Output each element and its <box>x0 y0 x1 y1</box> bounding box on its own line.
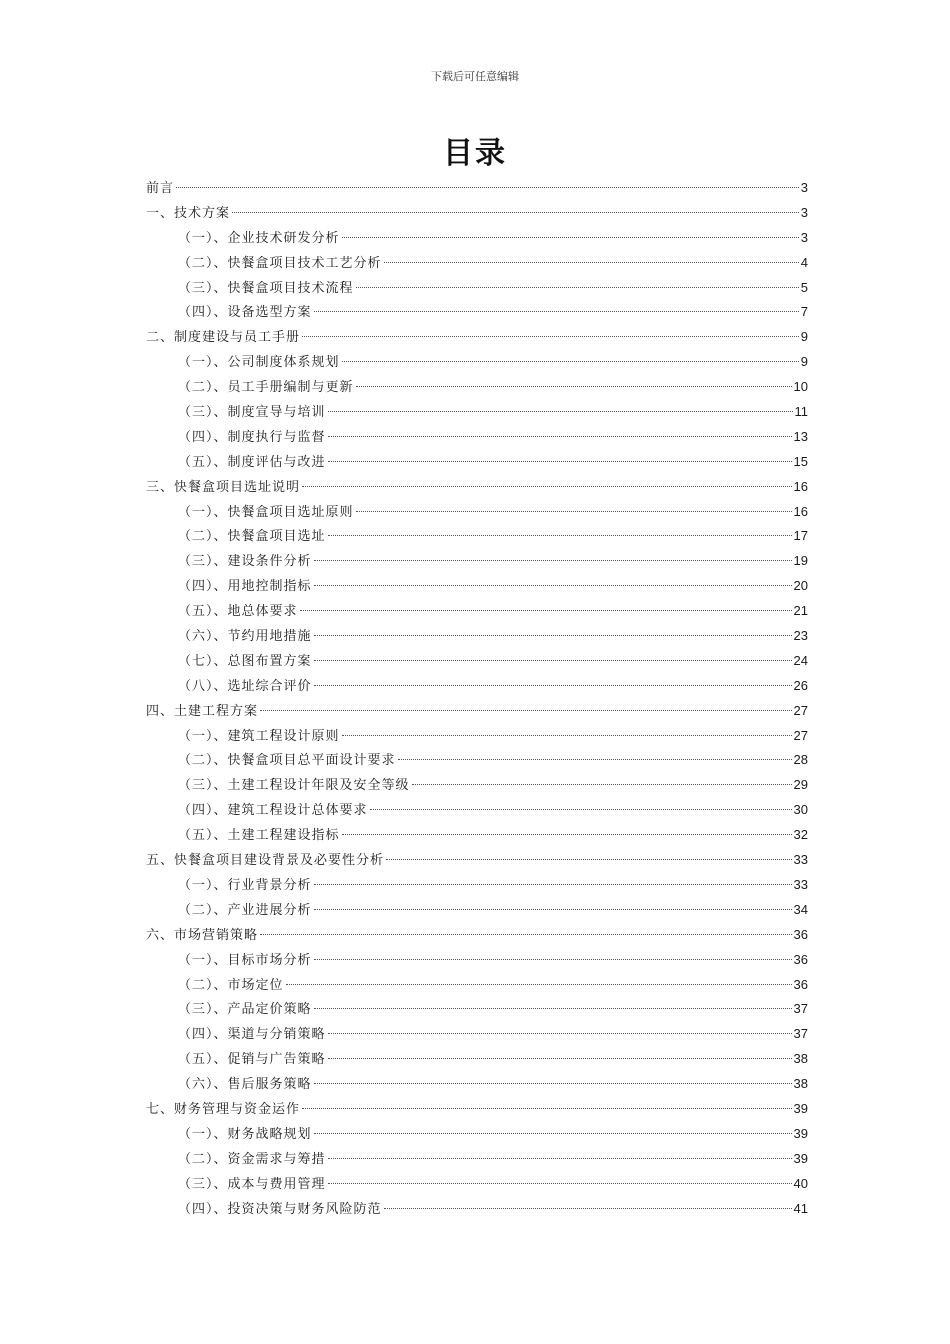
toc-entry[interactable] <box>146 923 808 948</box>
toc-entry-label: （五）、促销与广告策略 <box>178 1052 326 1068</box>
toc-entry-page: 27 <box>793 727 808 743</box>
toc-entry[interactable] <box>146 649 808 674</box>
toc-entry[interactable] <box>146 276 808 301</box>
toc-entry[interactable] <box>146 201 808 226</box>
toc-entry[interactable] <box>146 325 808 350</box>
toc-entry[interactable] <box>146 724 808 749</box>
toc-entry-label: （七）、总图布置方案 <box>178 653 312 669</box>
toc-entry-label: （一）、公司制度体系规划 <box>178 355 340 371</box>
toc-entry-label: （三）、制度宣导与培训 <box>178 405 326 421</box>
toc-entry-page: 7 <box>800 304 808 320</box>
toc-entry[interactable] <box>146 1172 808 1197</box>
dot-leader <box>398 759 792 760</box>
dot-leader <box>260 934 792 935</box>
toc-entry[interactable] <box>146 549 808 574</box>
toc-entry-label: （三）、建设条件分析 <box>178 554 312 570</box>
toc-entry[interactable] <box>146 350 808 375</box>
toc-entry[interactable] <box>146 873 808 898</box>
toc-entry[interactable] <box>146 997 808 1022</box>
toc-entry-label: 三、快餐盒项目选址说明 <box>146 479 301 495</box>
dot-leader <box>314 909 792 910</box>
toc-entry-label: （四）、建筑工程设计总体要求 <box>178 803 368 819</box>
toc-entry-label: （二）、快餐盒项目技术工艺分析 <box>178 255 382 271</box>
toc-entry[interactable] <box>146 624 808 649</box>
toc-entry-label: （一）、行业背景分析 <box>178 877 312 893</box>
dot-leader <box>342 361 799 362</box>
toc-entry-label: 前言 <box>146 181 175 196</box>
toc-entry[interactable] <box>146 226 808 251</box>
toc-entry-label: （四）、设备选型方案 <box>178 305 312 321</box>
toc-entry-page: 15 <box>793 453 808 469</box>
toc-entry-label: （四）、用地控制指标 <box>178 579 312 595</box>
toc-entry-label: （五）、制度评估与改进 <box>178 454 326 470</box>
toc-entry-label: 七、财务管理与资金运作 <box>146 1101 301 1117</box>
toc-entry-label: （三）、快餐盒项目技术流程 <box>178 280 354 296</box>
toc-entry-label: （八）、选址综合评价 <box>178 678 312 694</box>
toc-entry-label: 五、快餐盒项目建设背景及必要性分析 <box>146 853 385 869</box>
dot-leader <box>328 1183 792 1184</box>
toc-entry-label: （一）、快餐盒项目选址原则 <box>178 504 354 520</box>
dot-leader <box>356 511 792 512</box>
dot-leader <box>356 287 799 288</box>
dot-leader <box>328 436 792 437</box>
dot-leader <box>314 1008 792 1009</box>
toc-entry-label: 二、制度建设与员工手册 <box>146 330 301 346</box>
toc-entry[interactable] <box>146 898 808 923</box>
toc-entry-label: （二）、资金需求与筹措 <box>178 1151 326 1167</box>
toc-entry-label: （二）、市场定位 <box>178 977 284 993</box>
dot-leader <box>314 585 792 586</box>
toc-entry-page: 24 <box>793 652 808 668</box>
dot-leader <box>342 834 792 835</box>
toc-entry-page: 28 <box>793 752 808 768</box>
toc-entry-page: 9 <box>800 329 808 345</box>
toc-title: 目录 <box>443 136 507 171</box>
toc-entry[interactable] <box>146 375 808 400</box>
toc-entry-page: 21 <box>793 603 808 619</box>
toc-entry-page: 36 <box>793 976 808 992</box>
toc-entry[interactable] <box>146 1122 808 1147</box>
toc-entry[interactable] <box>146 1097 808 1122</box>
toc-entry-page: 9 <box>800 354 808 370</box>
toc-entry[interactable] <box>146 1072 808 1097</box>
toc-entry-page: 16 <box>793 503 808 519</box>
toc-entry[interactable] <box>146 773 808 798</box>
toc-entry-page: 20 <box>793 578 808 594</box>
dot-leader <box>300 610 792 611</box>
toc-entry[interactable] <box>146 300 808 325</box>
toc-entry-page: 23 <box>793 628 808 644</box>
dot-leader <box>302 486 792 487</box>
toc-entry-page: 38 <box>793 1051 808 1067</box>
dot-leader <box>314 560 792 561</box>
dot-leader <box>176 187 799 188</box>
toc-entry[interactable] <box>146 1022 808 1047</box>
toc-entry[interactable] <box>146 699 808 724</box>
toc-entry-page: 41 <box>793 1200 808 1216</box>
dot-leader <box>314 959 792 960</box>
toc-entry-label: （二）、快餐盒项目总平面设计要求 <box>178 753 396 769</box>
toc-entry-label: （六）、节约用地措施 <box>178 629 312 645</box>
dot-leader <box>314 635 792 636</box>
toc-entry[interactable] <box>146 176 808 201</box>
toc-entry-page: 29 <box>793 777 808 793</box>
toc-entry[interactable] <box>146 574 808 599</box>
dot-leader <box>314 685 792 686</box>
toc-entry-label: （一）、目标市场分析 <box>178 952 312 968</box>
toc-entry-page: 11 <box>794 404 808 420</box>
toc-entry[interactable] <box>146 948 808 973</box>
toc-entry-label: （六）、售后服务策略 <box>178 1077 312 1093</box>
header-note: 下载后可任意编辑 <box>431 70 519 83</box>
dot-leader <box>286 984 792 985</box>
dot-leader <box>342 735 792 736</box>
toc-entry-page: 34 <box>793 901 808 917</box>
dot-leader <box>314 884 792 885</box>
dot-leader <box>412 784 792 785</box>
toc-entry-page: 3 <box>800 180 808 195</box>
toc-entry-page: 17 <box>793 528 808 544</box>
toc-entry-label: （一）、建筑工程设计原则 <box>178 728 340 744</box>
toc-entry-label: （三）、产品定价策略 <box>178 1002 312 1018</box>
dot-leader <box>384 1208 792 1209</box>
toc-entry-page: 39 <box>793 1150 808 1166</box>
toc-entry-page: 38 <box>793 1076 808 1092</box>
toc-entry[interactable] <box>146 500 808 525</box>
toc-entry[interactable] <box>146 1197 808 1222</box>
dot-leader <box>328 1158 792 1159</box>
toc-entry[interactable] <box>146 1147 808 1172</box>
toc-entry-page: 36 <box>793 951 808 967</box>
dot-leader <box>328 1058 792 1059</box>
toc-entry-page: 33 <box>793 852 808 868</box>
toc-entry[interactable] <box>146 848 808 873</box>
dot-leader <box>342 237 799 238</box>
toc-entry-label: （二）、快餐盒项目选址 <box>178 529 326 545</box>
toc-entry[interactable] <box>146 400 808 425</box>
dot-leader <box>314 1083 792 1084</box>
toc-entry-label: （二）、员工手册编制与更新 <box>178 380 354 396</box>
dot-leader <box>328 461 792 462</box>
toc-entry-page: 5 <box>800 279 808 295</box>
toc-entry-label: （四）、渠道与分销策略 <box>178 1027 326 1043</box>
dot-leader <box>328 411 793 412</box>
toc-entry-label: （三）、成本与费用管理 <box>178 1176 326 1192</box>
dot-leader <box>314 660 792 661</box>
dot-leader <box>232 212 799 213</box>
toc-entry-label: 六、市场营销策略 <box>146 927 259 943</box>
toc-entry-page: 3 <box>800 229 808 245</box>
toc-entry-page: 3 <box>800 204 808 220</box>
toc-entry[interactable] <box>146 674 808 699</box>
toc-entry-page: 30 <box>793 802 808 818</box>
toc-entry-page: 10 <box>793 379 808 395</box>
dot-leader <box>314 1133 792 1134</box>
toc-entry-label: （五）、土建工程建设指标 <box>178 828 340 844</box>
toc-entry-page: 37 <box>793 1001 808 1017</box>
toc-entry[interactable] <box>146 475 808 500</box>
toc-entry-page: 32 <box>793 827 808 843</box>
table-of-contents <box>146 176 808 1221</box>
toc-entry-label: （三）、土建工程设计年限及安全等级 <box>178 778 410 794</box>
toc-entry-page: 37 <box>793 1026 808 1042</box>
toc-entry-page: 13 <box>793 428 808 444</box>
toc-entry[interactable] <box>146 798 808 823</box>
toc-entry[interactable] <box>146 524 808 549</box>
dot-leader <box>356 386 792 387</box>
toc-entry-page: 26 <box>793 677 808 693</box>
toc-entry[interactable] <box>146 450 808 475</box>
dot-leader <box>260 710 792 711</box>
toc-entry-page: 33 <box>793 876 808 892</box>
toc-entry-page: 36 <box>793 926 808 942</box>
toc-entry-page: 39 <box>793 1100 808 1116</box>
toc-entry[interactable] <box>146 425 808 450</box>
toc-entry-label: （一）、财务战略规划 <box>178 1126 312 1142</box>
dot-leader <box>314 311 799 312</box>
dot-leader <box>328 1033 792 1034</box>
toc-entry-label: （四）、制度执行与监督 <box>178 429 326 445</box>
toc-entry-page: 40 <box>793 1175 808 1191</box>
toc-entry-page: 27 <box>793 702 808 718</box>
toc-entry-label: （二）、产业进展分析 <box>178 902 312 918</box>
dot-leader <box>386 859 792 860</box>
toc-entry-page: 39 <box>793 1125 808 1141</box>
toc-entry-label: （一）、企业技术研发分析 <box>178 230 340 246</box>
toc-entry[interactable] <box>146 1047 808 1072</box>
toc-entry-label: 一、技术方案 <box>146 205 231 221</box>
dot-leader <box>328 535 792 536</box>
toc-entry[interactable] <box>146 251 808 276</box>
toc-entry[interactable] <box>146 599 808 624</box>
toc-entry-page: 4 <box>800 254 808 270</box>
toc-entry[interactable] <box>146 748 808 773</box>
dot-leader <box>384 262 799 263</box>
dot-leader <box>370 809 792 810</box>
toc-entry[interactable] <box>146 973 808 998</box>
toc-entry-label: （五）、地总体要求 <box>178 604 298 620</box>
toc-entry-label: 四、土建工程方案 <box>146 703 259 719</box>
toc-entry[interactable] <box>146 823 808 848</box>
toc-entry-page: 19 <box>793 553 808 569</box>
dot-leader <box>302 336 799 337</box>
dot-leader <box>302 1108 792 1109</box>
toc-entry-page: 16 <box>793 478 808 494</box>
toc-entry-label: （四）、投资决策与财务风险防范 <box>178 1201 382 1217</box>
